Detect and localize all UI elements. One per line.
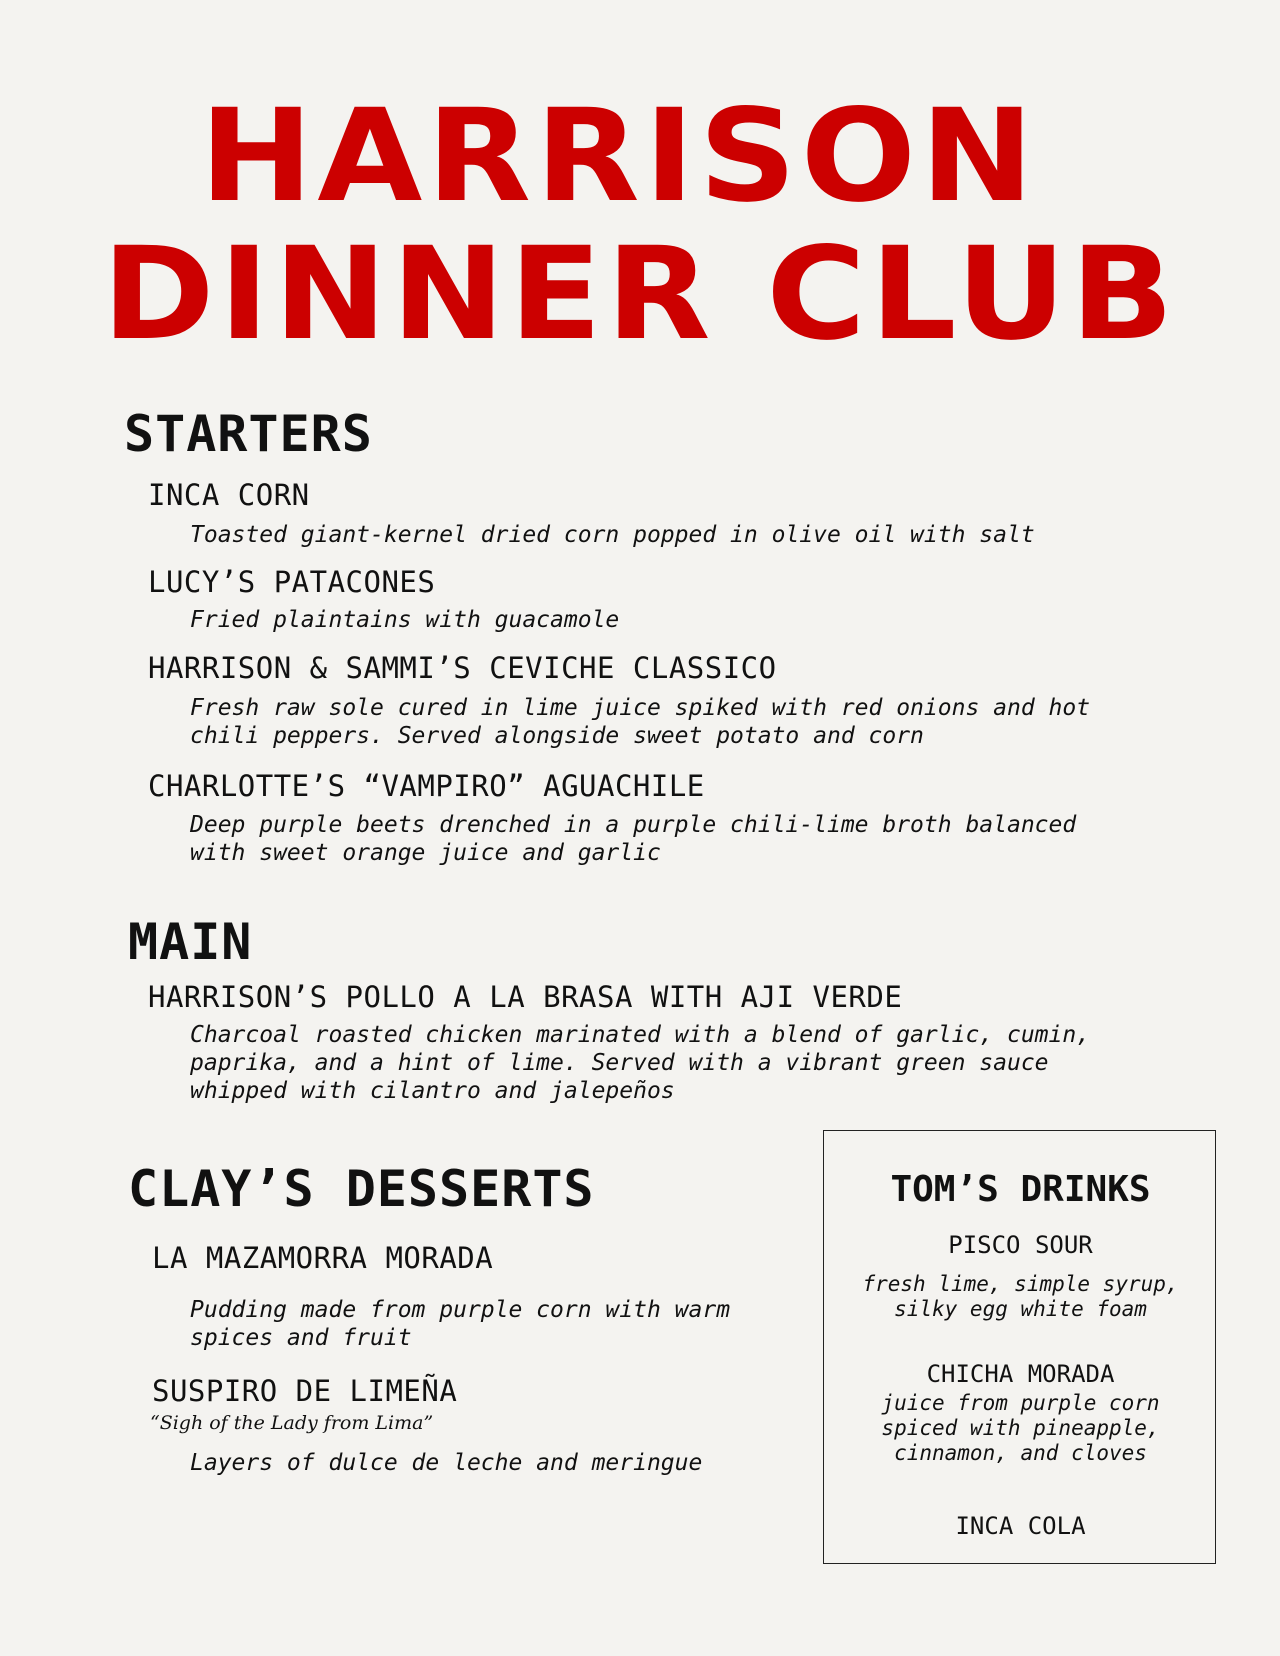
drink-item-desc: cinnamon, and cloves	[894, 1441, 1147, 1465]
dessert-item-desc: Pudding made from purple corn with warm	[190, 1297, 731, 1323]
starter-item-desc: chili peppers. Served alongside sweet potato and corn	[190, 723, 924, 749]
menu-title-line1: HARRISON	[199, 82, 1039, 231]
starter-item-name: CHARLOTTE’S “VAMPIRO” AGUACHILE	[148, 769, 705, 803]
starter-item-desc: Deep purple beets drenched in a purple chili-lime broth balanced	[190, 812, 1077, 838]
main-item-name: HARRISON’S POLLO A LA BRASA WITH AJI VERDE	[148, 980, 903, 1014]
drinks-box	[823, 1130, 1216, 1564]
main-item-desc: Charcoal roasted chicken marinated with a blend of garlic, cumin,	[190, 1022, 1091, 1048]
starter-item-name: LUCY’S PATACONES	[148, 565, 436, 599]
main-item-desc: paprika, and a hint of lime. Served with a vibrant green sauce	[190, 1050, 1049, 1076]
dessert-item-desc: Layers of dulce de leche and meringue	[190, 1450, 703, 1476]
starter-item-desc: Fresh raw sole cured in lime juice spiked with red onions and hot	[190, 695, 1091, 721]
starter-item-name: HARRISON & SAMMI’S CEVICHE CLASSICO	[148, 651, 777, 685]
starters-heading: STARTERS	[124, 405, 373, 463]
drinks-heading: TOM’S DRINKS	[890, 1169, 1151, 1210]
dessert-item-name: SUSPIRO DE LIMEÑA	[152, 1374, 458, 1408]
starter-item-desc: with sweet orange juice and garlic	[190, 840, 661, 866]
dessert-item-desc: spices and fruit	[190, 1325, 412, 1351]
starter-item-desc: Toasted giant-kernel dried corn popped in olive oil with salt	[190, 522, 1035, 548]
dessert-item-subtitle: “Sigh of the Lady from Lima”	[150, 1412, 434, 1434]
desserts-heading: CLAY’S DESSERTS	[128, 1160, 595, 1218]
drink-item-desc: juice from purple corn	[881, 1391, 1160, 1415]
starter-item-name: INCA CORN	[148, 478, 310, 512]
drink-item-desc: fresh lime, simple syrup,	[862, 1272, 1179, 1296]
starter-item-desc: Fried plaintains with guacamole	[190, 607, 620, 633]
main-heading: MAIN	[128, 913, 253, 971]
drink-item-desc: silky egg white foam	[894, 1297, 1147, 1321]
drink-item-name: INCA COLA	[955, 1512, 1086, 1540]
dessert-item-name: LA MAZAMORRA MORADA	[152, 1241, 494, 1275]
drink-item-name: PISCO SOUR	[948, 1231, 1093, 1259]
drink-item-desc: spiced with pineapple,	[881, 1416, 1160, 1440]
menu-title	[0, 82, 1280, 369]
main-item-desc: whipped with cilantro and jalepeños	[190, 1078, 675, 1104]
menu-title-line2: DINNER CLUB	[101, 220, 1179, 369]
drink-item-name: CHICHA MORADA	[926, 1360, 1115, 1388]
